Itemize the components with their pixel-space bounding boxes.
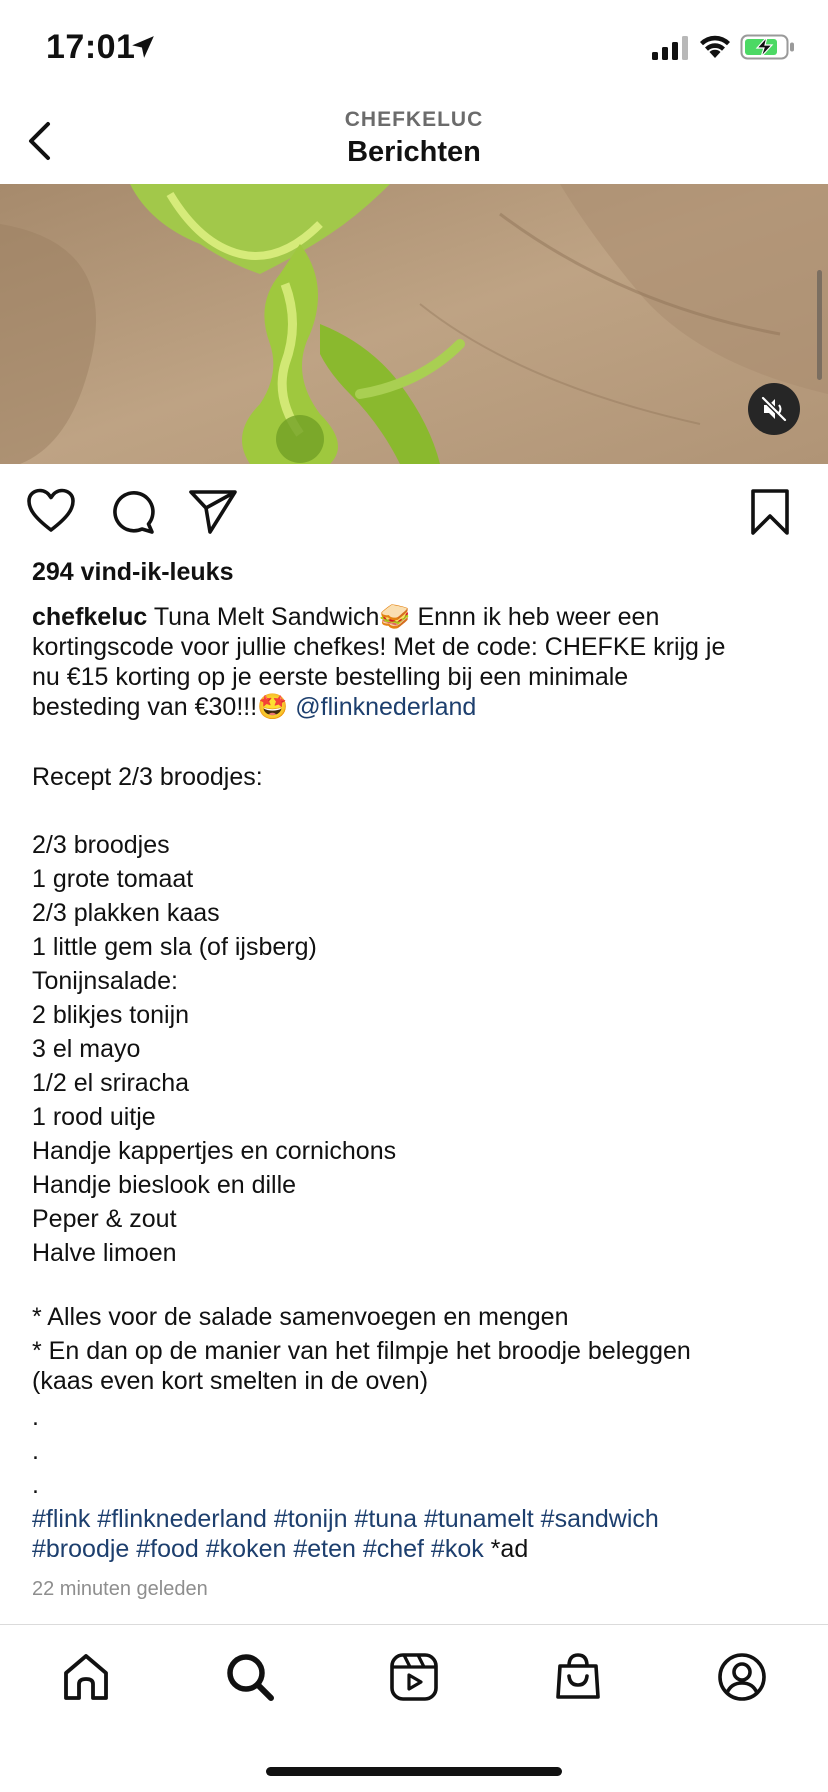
recipe-title: Recept 2/3 broodjes:: [32, 763, 263, 791]
post-caption: [32, 602, 802, 722]
caption-line-3: nu €15 korting op je eerste bestelling bij een minimale: [32, 663, 629, 691]
video-frame-image: [0, 184, 828, 464]
hashtags-line-2[interactable]: #broodje #food #koken #eten #chef #kok: [32, 1535, 484, 1563]
bookmark-icon[interactable]: [748, 488, 792, 536]
status-time: 17:01: [46, 28, 136, 66]
ingredient-item: Peper & zout: [32, 1205, 177, 1233]
search-icon[interactable]: [224, 1651, 276, 1703]
ingredient-item: 1 rood uitje: [32, 1103, 156, 1131]
scroll-indicator[interactable]: [817, 270, 822, 380]
likes-count[interactable]: 294 vind-ik-leuks: [32, 558, 234, 586]
speaker-muted-icon: [760, 395, 788, 423]
caption-username[interactable]: chefkeluc: [32, 603, 148, 631]
caption-line-2: kortingscode voor jullie chefkes! Met de code: CHEFKE krijg je: [32, 633, 726, 661]
mention-link[interactable]: @flinknederland: [295, 693, 477, 721]
dot-line: .: [32, 1437, 39, 1465]
status-bar: [0, 0, 828, 100]
post-action-bar: [0, 464, 828, 560]
ingredient-item: 1 little gem sla (of ijsberg): [32, 933, 317, 961]
recipe-steps: [32, 1302, 802, 1396]
page-title: Berichten: [347, 136, 481, 168]
caption-text-1: Tuna Melt Sandwich: [147, 603, 380, 631]
mute-toggle-button[interactable]: [748, 383, 800, 435]
location-arrow-icon: [130, 34, 156, 60]
blank-line: [32, 794, 802, 828]
ad-label: *ad: [483, 1535, 529, 1563]
sandwich-emoji: 🥪: [379, 602, 411, 631]
ingredient-item: 2/3 plakken kaas: [32, 899, 220, 927]
shop-icon[interactable]: [552, 1651, 604, 1703]
ingredient-item: Handje kappertjes en cornichons: [32, 1137, 397, 1165]
caption-line-1: [32, 602, 802, 632]
nav-header: [0, 100, 828, 184]
reels-icon[interactable]: [388, 1651, 440, 1703]
hashtags-line-1[interactable]: #flink #flinknederland #tonijn #tuna #tunamelt #sandwich: [32, 1505, 659, 1533]
ingredient-item: 2 blikjes tonijn: [32, 1001, 190, 1029]
ingredient-item: Tonijnsalade:: [32, 967, 178, 995]
ingredient-item: Handje bieslook en dille: [32, 1171, 297, 1199]
dot-separators: [32, 1400, 39, 1502]
step-line: * Alles voor de salade samenvoegen en mengen: [32, 1303, 569, 1331]
account-username-subtitle: CHEFKELUC: [344, 108, 484, 131]
heart-icon[interactable]: [26, 488, 76, 534]
post-timestamp: 22 minuten geleden: [32, 1578, 208, 1600]
dot-line: .: [32, 1471, 39, 1499]
post-video[interactable]: [0, 184, 828, 464]
ingredient-item: 1/2 el sriracha: [32, 1069, 190, 1097]
home-icon[interactable]: [60, 1651, 112, 1703]
dot-line: .: [32, 1403, 39, 1431]
ingredient-item: 2/3 broodjes: [32, 831, 170, 859]
caption-text-4: besteding van €30!!!: [32, 693, 258, 721]
caption-line-4: [32, 692, 802, 722]
step-line: * En dan op de manier van het filmpje het broodje beleggen: [32, 1337, 691, 1365]
ingredient-item: Halve limoen: [32, 1239, 177, 1267]
ingredient-item: 3 el mayo: [32, 1035, 141, 1063]
step-line: (kaas even kort smelten in de oven): [32, 1367, 429, 1395]
home-indicator[interactable]: [266, 1767, 562, 1776]
ingredient-item: 1 grote tomaat: [32, 865, 194, 893]
comment-icon[interactable]: [108, 488, 156, 536]
wifi-icon: [698, 32, 732, 60]
hashtags-line-2-wrap: [32, 1534, 802, 1564]
hashtags: [32, 1504, 802, 1564]
bottom-tab-bar: [0, 1624, 828, 1792]
star-struck-emoji: 🤩: [257, 692, 289, 721]
profile-icon[interactable]: [716, 1651, 768, 1703]
cellular-signal-icon: [652, 36, 690, 60]
share-paper-plane-icon[interactable]: [188, 488, 238, 534]
battery-charging-icon: [740, 34, 796, 60]
caption-text-1b: Ennn ik heb weer een: [410, 603, 660, 631]
recipe-section: [32, 760, 802, 1270]
